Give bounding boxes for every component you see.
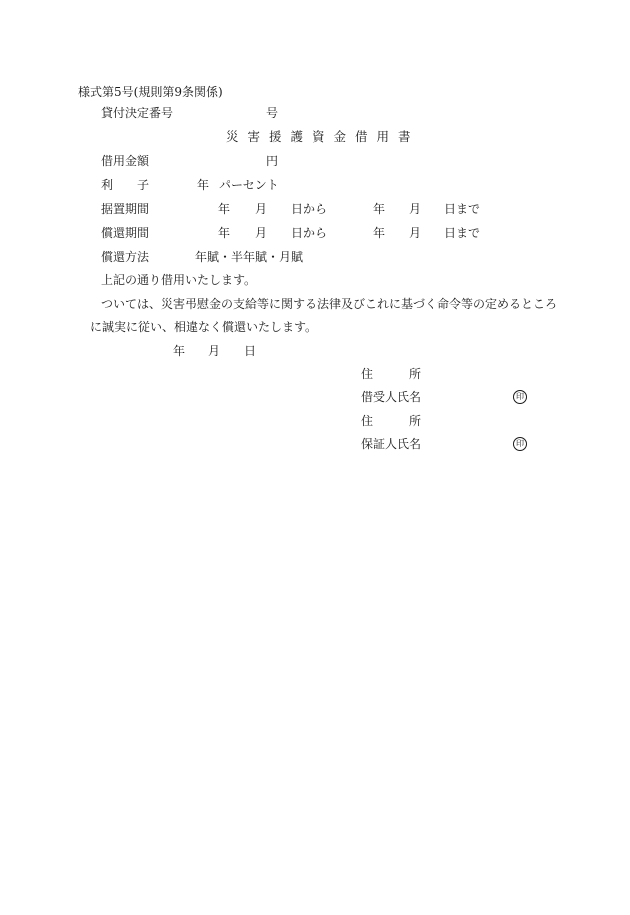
borrower-seal-icon: 印 [513,390,527,404]
guarantor-seal-icon: 印 [513,437,527,451]
decision-number-label: 貸付決定番号 [101,106,174,120]
guarantor-address-1: 住 [361,414,374,428]
deferment-label: 据置期間 [101,202,150,216]
deferment-until: 日まで [444,202,481,216]
document-title: 災害援護資金借用書 [226,129,420,144]
interest-label-1: 利 [101,178,114,192]
date-year: 年 [173,344,186,358]
borrower-address-2: 所 [409,367,422,381]
repayment-method-value: 年賦・半年賦・月賦 [195,250,304,264]
interest-year: 年 [197,178,210,192]
repayment-method-label: 償還方法 [101,250,150,264]
repayment-period-label: 償還期間 [101,226,150,240]
decision-number-suffix: 号 [266,106,279,120]
deferment-month-2: 月 [409,202,422,216]
date-month: 月 [208,344,221,358]
statement-line-2: ついては、災害弔慰金の支給等に関する法律及びこれに基づく命令等の定めるところ [101,297,558,311]
deferment-from: 日から [291,202,328,216]
deferment-year-1: 年 [218,202,231,216]
repayment-year-1: 年 [218,226,231,240]
statement-line-1: 上記の通り借用いたします。 [101,273,257,287]
guarantor-name-label: 保証人氏名 [361,437,422,451]
form-number: 様式第5号(規則第9条関係) [78,85,223,99]
amount-label: 借用金額 [101,154,150,168]
interest-label-2: 子 [137,178,150,192]
statement-line-3: に誠実に従い、相違なく償還いたします。 [90,320,318,334]
repayment-year-2: 年 [373,226,386,240]
date-day: 日 [244,344,257,358]
borrower-name-label: 借受人氏名 [361,390,422,404]
interest-percent: パーセント [219,178,279,192]
guarantor-address-2: 所 [409,414,422,428]
repayment-from: 日から [291,226,328,240]
repayment-until: 日まで [444,226,481,240]
borrower-address-1: 住 [361,367,374,381]
repayment-month-2: 月 [409,226,422,240]
repayment-month-1: 月 [255,226,268,240]
amount-unit: 円 [266,154,279,168]
deferment-month-1: 月 [255,202,268,216]
deferment-year-2: 年 [373,202,386,216]
